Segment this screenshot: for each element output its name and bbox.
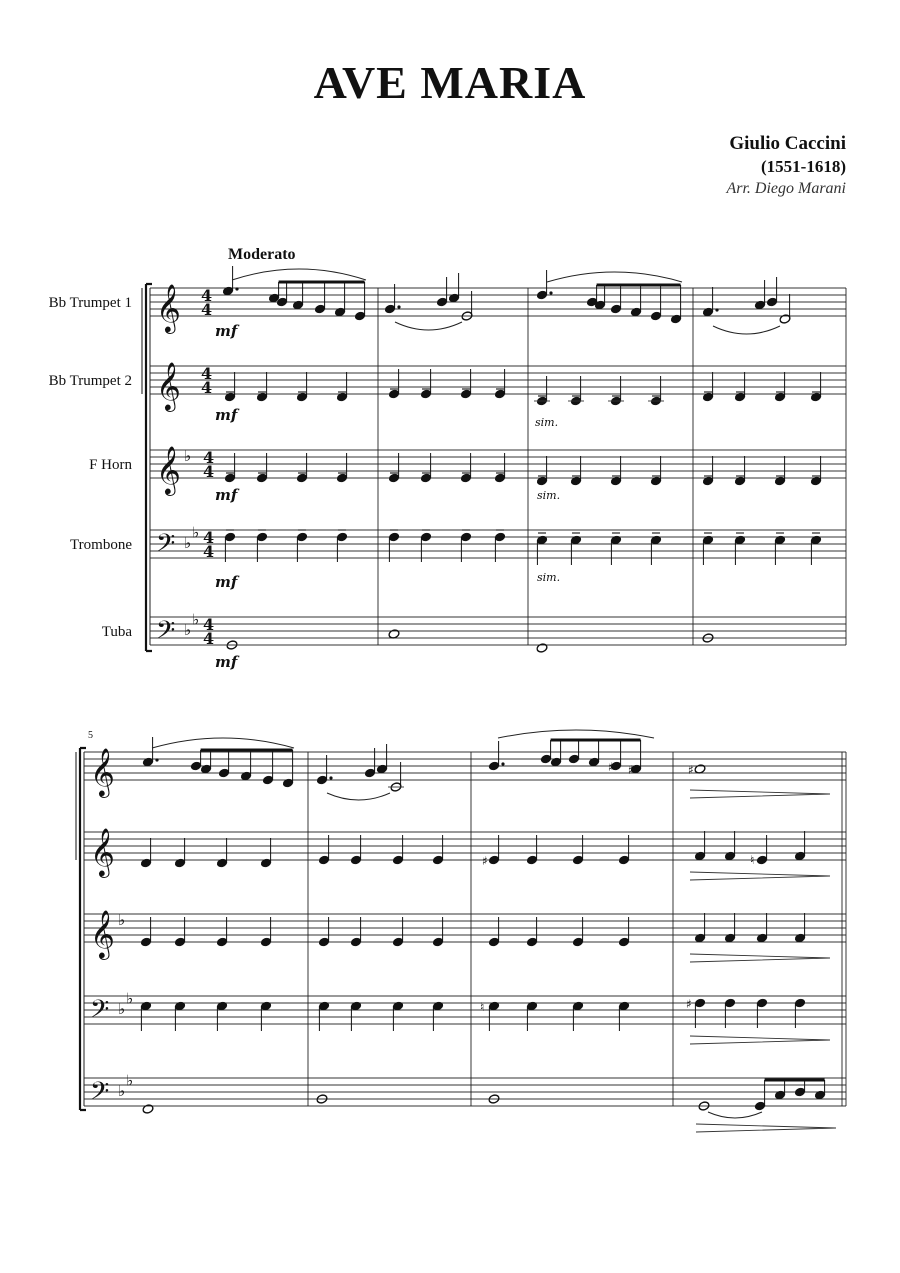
sharp-sign: ♯: [628, 763, 634, 777]
time-signature-bottom: 4: [203, 542, 215, 561]
dynamic-marking: mf: [215, 653, 238, 671]
flat-sign: ♭: [192, 610, 200, 629]
treble-clef: 𝄞: [156, 445, 181, 494]
dynamic-marking: mf: [215, 322, 238, 340]
composer-name: Giulio Caccini: [729, 133, 846, 154]
sharp-sign: ♯: [482, 854, 488, 868]
hairpin: [690, 872, 830, 880]
sharp-sign: ♯: [688, 763, 694, 777]
dynamic-marking: mf: [215, 573, 238, 591]
note-head: [536, 643, 548, 653]
instrument-label-horn: F Horn: [89, 457, 132, 473]
natural-sign: ♮: [480, 1000, 485, 1014]
time-signature-top: 4: [203, 615, 215, 634]
slur: [152, 738, 294, 748]
arranger-credit: Arr. Diego Marani: [726, 180, 846, 197]
natural-sign: ♮: [750, 853, 755, 867]
time-signature-bottom: 4: [201, 300, 213, 319]
measure-number: 5: [88, 730, 93, 741]
dot-mark: [501, 762, 504, 765]
flat-sign: ♭: [184, 621, 192, 639]
treble-clef: 𝄞: [156, 361, 181, 410]
treble-clef: 𝄞: [90, 909, 115, 958]
treble-clef: 𝄞: [90, 827, 115, 876]
slur: [713, 326, 780, 334]
dot-mark: [329, 776, 332, 779]
dot-mark: [549, 291, 552, 294]
time-signature-bottom: 4: [201, 378, 213, 397]
dynamic-marking: mf: [215, 486, 238, 504]
system-bracket: [80, 748, 86, 1110]
sim-marking: sim.: [535, 416, 559, 429]
dot-mark: [155, 758, 158, 761]
slur: [708, 1112, 762, 1118]
bass-clef: 𝄢: [156, 529, 176, 564]
slur: [232, 269, 366, 280]
flat-sign: ♭: [118, 1082, 126, 1100]
note-head: [142, 1104, 154, 1114]
dot-mark: [715, 308, 718, 311]
hairpin: [696, 1124, 836, 1132]
flat-sign: ♭: [118, 911, 126, 929]
dynamic-marking: mf: [215, 406, 238, 424]
instrument-label-tuba: Tuba: [101, 624, 132, 640]
flat-sign: ♭: [184, 534, 192, 552]
system-bracket: [146, 284, 152, 651]
treble-clef: 𝄞: [90, 747, 115, 796]
piece-title: AVE MARIA: [313, 57, 587, 108]
flat-sign: ♭: [126, 1071, 134, 1090]
time-signature-top: 4: [201, 364, 213, 383]
tempo-marking: Moderato: [228, 246, 296, 263]
time-signature-top: 4: [203, 448, 215, 467]
sim-marking: sim.: [537, 489, 561, 502]
bass-clef: 𝄢: [90, 1077, 110, 1112]
time-signature-bottom: 4: [203, 462, 215, 481]
treble-clef: 𝄞: [156, 283, 181, 332]
bass-clef: 𝄢: [156, 616, 176, 651]
sharp-sign: ♯: [608, 760, 614, 774]
instrument-label-trumpet-1: Bb Trumpet 1: [48, 295, 132, 311]
composer-dates: (1551-1618): [761, 157, 846, 176]
instrument-label-trumpet-2: Bb Trumpet 2: [48, 373, 132, 389]
time-signature-bottom: 4: [203, 629, 215, 648]
slur: [395, 322, 462, 330]
time-signature-top: 4: [203, 528, 215, 547]
slur: [498, 730, 654, 738]
slur: [327, 793, 390, 800]
flat-sign: ♭: [126, 989, 134, 1008]
sim-marking: sim.: [537, 571, 561, 584]
flat-sign: ♭: [118, 1000, 126, 1018]
slur: [547, 272, 682, 282]
hairpin: [690, 790, 830, 798]
instrument-label-trombone: Trombone: [70, 537, 132, 553]
dot-mark: [397, 305, 400, 308]
hairpin: [690, 1036, 830, 1044]
dot-mark: [235, 287, 238, 290]
time-signature-top: 4: [201, 286, 213, 305]
flat-sign: ♭: [184, 447, 192, 465]
bass-clef: 𝄢: [90, 995, 110, 1030]
hairpin: [690, 954, 830, 962]
flat-sign: ♭: [192, 523, 200, 542]
sharp-sign: ♯: [686, 997, 692, 1011]
